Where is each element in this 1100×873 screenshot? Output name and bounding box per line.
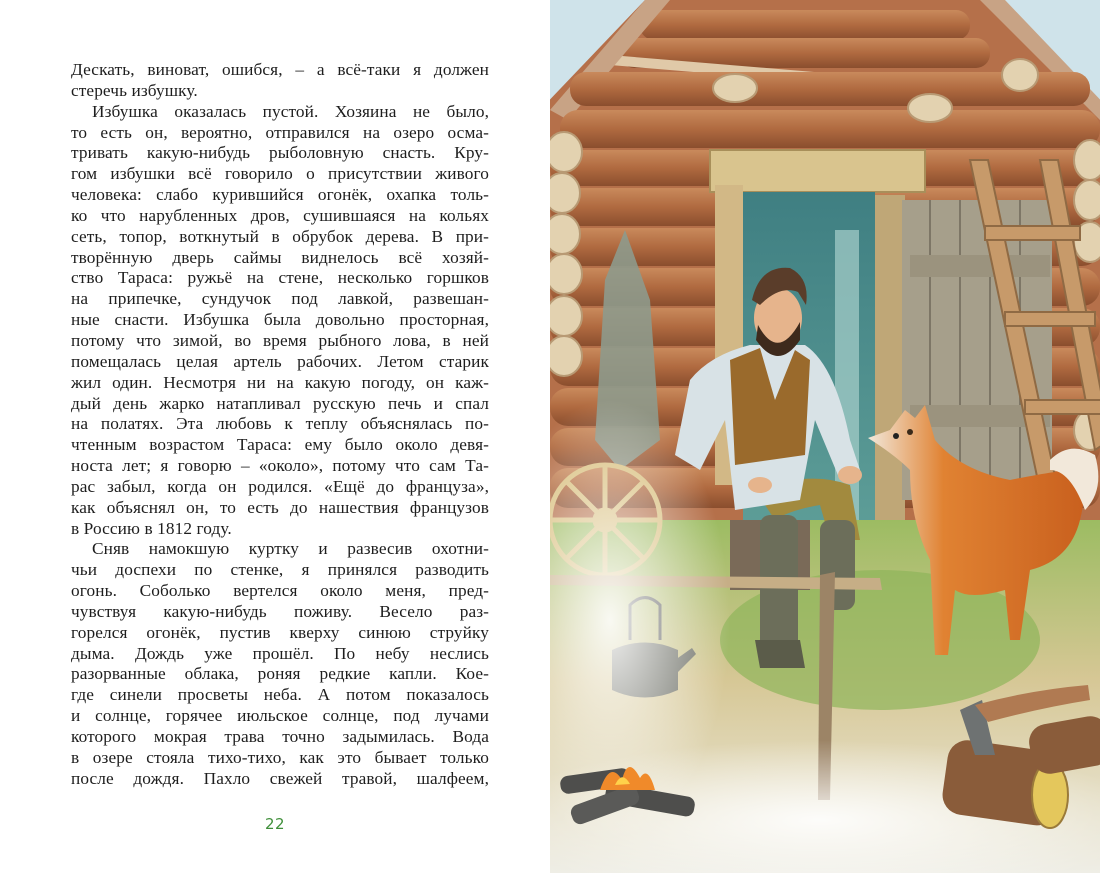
page-number: 22 bbox=[264, 815, 286, 833]
text-line: стеречь избушку. bbox=[71, 80, 198, 100]
text-line: дый день жарко натапливал русскую печь и спал bbox=[71, 393, 489, 413]
text-line: на припечке, сундучок под лавкой, развешан- bbox=[71, 289, 489, 309]
text-line: как объяснял он, то есть до нашествия французов bbox=[71, 497, 489, 517]
text-line: огонь. Соболько вертелся около меня, пред- bbox=[71, 581, 489, 601]
body-text bbox=[71, 60, 489, 790]
text-line: и солнце, горячее июльское солнце, под лучами bbox=[71, 706, 489, 726]
text-line: в Россию в 1812 году. bbox=[71, 518, 232, 538]
text-line: горелся огонёк, пустив кверху синюю струйку bbox=[71, 622, 489, 642]
text-line: после дождя. Пахло свежей травой, шалфеем, bbox=[71, 768, 489, 788]
text-line: носта лет; я говорю – «около», потому что сам Та- bbox=[71, 456, 489, 476]
text-line: то есть он, вероятно, отправился на озеро осма- bbox=[71, 122, 489, 142]
text-line: чтенным возрастом Тараса: ему было около девя- bbox=[71, 435, 489, 455]
text-line: ство Тараса: ружьё на стене, несколько горшков bbox=[71, 268, 489, 288]
text-line: Дескать, виноват, ошибся, – а всё-таки я должен bbox=[71, 60, 489, 79]
text-line: разорванные облака, роняя редкие капли. Кое- bbox=[71, 664, 489, 684]
text-line: чьи доспехи по стенке, я принялся разводить bbox=[71, 560, 489, 580]
text-line: дыма. Дождь уже прошёл. По небу неслись bbox=[71, 643, 489, 663]
text-line: человека: слабо курившийся огонёк, охапка толь- bbox=[71, 185, 489, 205]
text-line: в озере стояла тихо-тихо, как это бывает только bbox=[71, 747, 489, 767]
text-line: ко что нарубленных дров, сушившаяся на кольях bbox=[71, 205, 489, 225]
text-line: тривать какую-нибудь рыболовную снасть. Кру- bbox=[71, 143, 489, 163]
text-line: на полатях. Эта любовь к теплу объяснялась по- bbox=[71, 414, 489, 434]
illustration-page bbox=[550, 0, 1100, 873]
text-line: жил один. Несмотря ни на какую погоду, он каж- bbox=[71, 372, 489, 392]
cabin-illustration bbox=[550, 0, 1100, 873]
text-line: чувствуя какую-нибудь поживу. Весело раз- bbox=[71, 601, 489, 621]
text-line: Избушка оказалась пустой. Хозяина не было, bbox=[92, 101, 489, 121]
text-line: рас забыл, когда он родился. «Ещё до француза», bbox=[71, 476, 489, 496]
text-line: где синели просветы неба. А потом показалось bbox=[71, 685, 489, 705]
text-line: которого мокрая трава точно задымилась. Вода bbox=[71, 727, 489, 746]
text-line: ные снасти. Избушка была довольно просторная, bbox=[71, 310, 489, 330]
text-line: творённую дверь саймы виднелось всё хозяй- bbox=[71, 247, 489, 267]
text-line: сеть, топор, воткнутый в обрубок дерева. В при- bbox=[71, 226, 489, 246]
text-line: Сняв намокшую куртку и развесив охотни- bbox=[92, 539, 489, 559]
text-line: гом избушки всё говорило о присутствии живого bbox=[71, 164, 489, 184]
text-line: помещалась целая артель рабочих. Летом старик bbox=[71, 351, 489, 371]
text-line: потому что зимой, во время рыбного лова, в ней bbox=[71, 330, 489, 350]
